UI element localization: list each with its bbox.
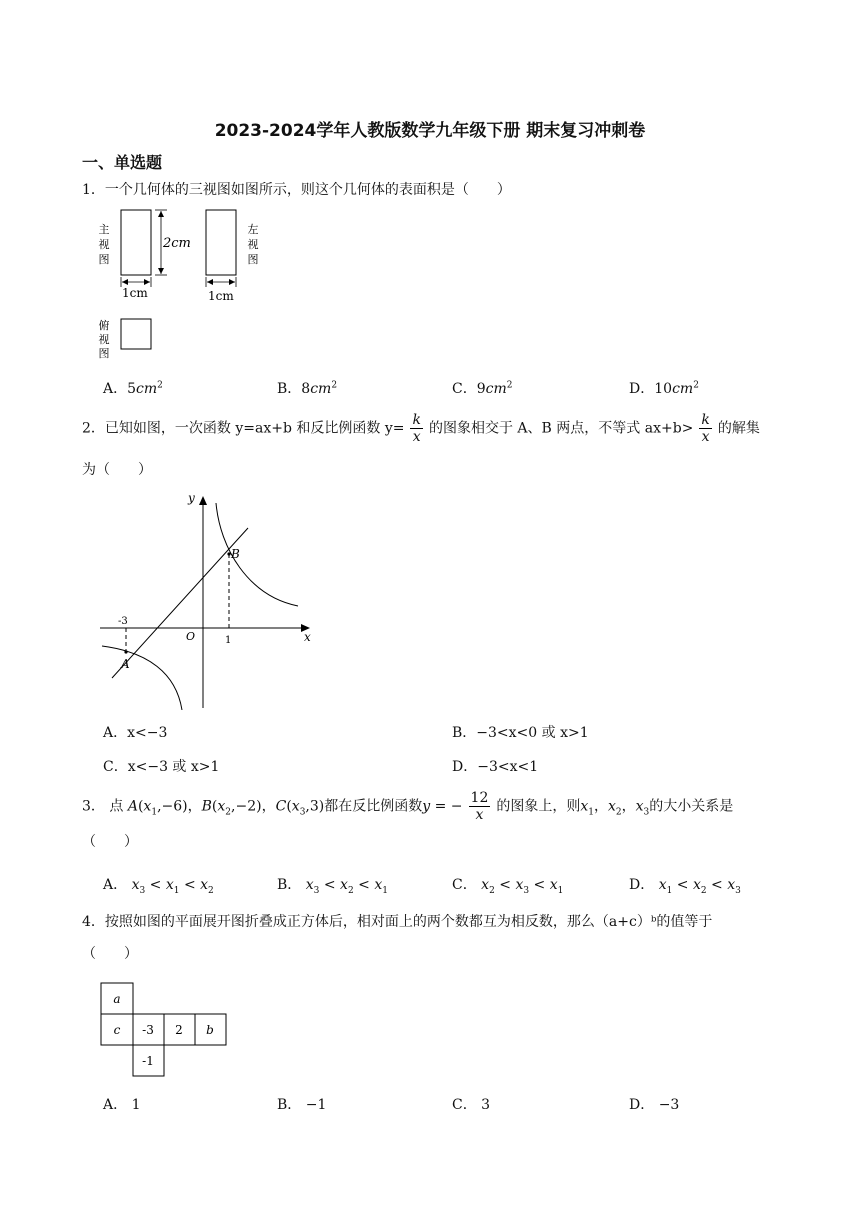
q1-option-b: B．$8cm^2$ — [277, 380, 338, 397]
side-width-dimension: 1cm — [208, 289, 234, 303]
function-graph — [98, 488, 320, 710]
svg-text:图: 图 — [98, 347, 110, 360]
q4-option-a: A． 1 — [103, 1097, 141, 1113]
question-4-line-2: （ ） — [82, 946, 138, 962]
hyperbola-branch-lower — [102, 646, 182, 710]
fraction-k-over-x-2: $\frac{k}{x}$ — [701, 412, 710, 445]
question-2-line-2: 为（ ） — [82, 462, 152, 478]
svg-text:1: 1 — [225, 635, 232, 646]
q1-option-c: C．$9cm^2$ — [452, 380, 513, 397]
svg-text:x: x — [304, 630, 311, 644]
q3-option-a: A． $x_3 < x_1 < x_2$ — [103, 877, 214, 896]
question-3-line-2: （ ） — [82, 834, 138, 850]
net-cell-m3: -3 — [142, 1023, 154, 1037]
front-view-label-1: 主 — [98, 223, 110, 236]
front-view-label-2: 视 — [98, 238, 110, 251]
linear-function-line — [112, 528, 248, 678]
front-view-label-3: 图 — [98, 253, 110, 266]
front-width-dimension: 1cm — [122, 286, 148, 300]
question-4-line-1: 4．按照如图的平面展开图折叠成正方体后，相对面上的两个数都互为相反数，那么（a+c）ᵇ的值等于 — [82, 914, 713, 930]
three-view-figure — [95, 205, 265, 365]
q2-option-d: D．−3<x<1 — [452, 759, 539, 775]
svg-text:y: y — [188, 491, 195, 505]
q4-option-b: B． −1 — [277, 1097, 327, 1113]
svg-text:视: 视 — [98, 333, 110, 346]
svg-text:左: 左 — [247, 223, 259, 236]
svg-text:A: A — [121, 657, 130, 671]
q3-option-c: C． $x_2 < x_3 < x_1$ — [452, 877, 564, 896]
q3-option-d: D． $x_1 < x_2 < x_3$ — [629, 877, 741, 896]
question-1-text: 1．一个几何体的三视图如图所示，则这个几何体的表面积是（ ） — [82, 182, 511, 198]
fraction-12-over-x: $\frac{12}{x}$ — [470, 790, 489, 823]
front-view-rect — [121, 210, 151, 275]
question-2-line-1: 2．已知如图，一次函数 y=ax+b 和反比例函数 y= $\frac{k}{x}$ 的图象相交于 A、B 两点，不等式 ax+b> $\frac{k}{x}$ 的解集 — [82, 412, 760, 445]
net-cell-2: 2 — [175, 1023, 183, 1037]
side-view-rect — [206, 210, 236, 275]
net-cell-m1: -1 — [142, 1054, 154, 1068]
page-title: 2023-2024学年人教版数学九年级下册 期末复习冲刺卷 — [214, 121, 646, 141]
q1-option-d: D．$10cm^2$ — [629, 380, 699, 397]
net-cell-a: a — [113, 992, 121, 1006]
q4-option-c: C． 3 — [452, 1097, 491, 1113]
q2-option-a: A．x<−3 — [103, 725, 168, 741]
svg-text:俯: 俯 — [98, 319, 110, 332]
top-view-rect — [121, 319, 151, 349]
section-heading: 一、单选题 — [82, 153, 163, 172]
net-cell-c: c — [113, 1023, 121, 1037]
fraction-k-over-x: $\frac{k}{x}$ — [412, 412, 421, 445]
svg-text:图: 图 — [247, 253, 259, 266]
question-3-line-1: 3． 点 $A(x_1,-6)$，$B(x_2,-2)$，$C(x_3,3)$都在反比例函数y = − $\frac{12}{x}$ 的图象上，则$x_1$，$x_2$，$x_3$的大小关系是 — [82, 790, 734, 823]
svg-text:视: 视 — [247, 238, 259, 251]
q2-option-b: B．−3<x<0 或 x>1 — [452, 725, 589, 741]
svg-text:-3: -3 — [118, 616, 128, 627]
q1-option-a: A．$5cm^2$ — [103, 380, 163, 397]
q4-option-d: D． −3 — [629, 1097, 680, 1113]
height-dimension: 2cm — [163, 236, 191, 251]
net-cell-b: b — [206, 1023, 214, 1037]
q3-option-b: B． $x_3 < x_2 < x_1$ — [277, 877, 388, 896]
svg-text:B: B — [231, 547, 240, 561]
q2-option-c: C．x<−3 或 x>1 — [103, 759, 220, 775]
cube-net-figure — [100, 982, 230, 1078]
svg-text:O: O — [186, 630, 196, 643]
